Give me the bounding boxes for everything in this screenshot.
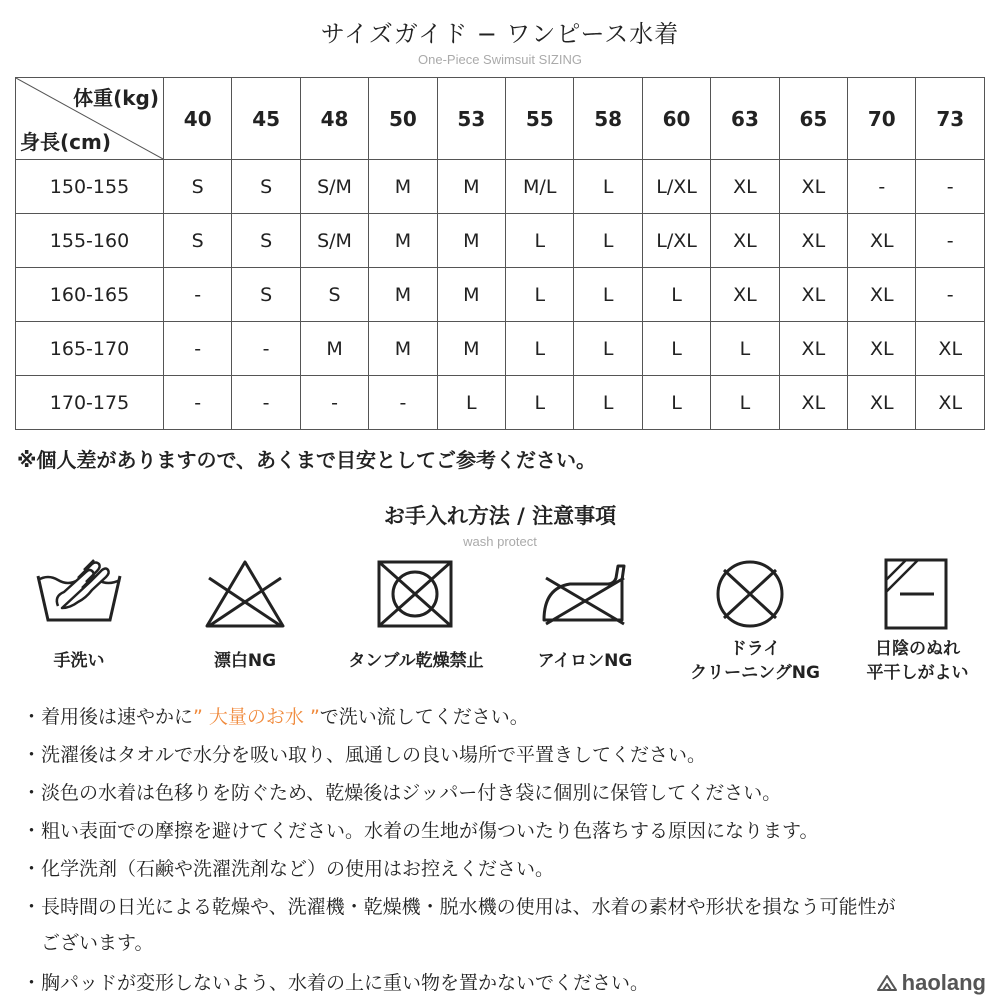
mountain-logo-icon	[876, 974, 898, 992]
instruction-item: ・長時間の日光による乾燥や、洗濯機・乾燥機・脱水機の使用は、水着の素材や形状を損なう可能性が	[22, 896, 896, 918]
no-dry-clean-label-line2: クリーニングNG	[690, 662, 820, 683]
size-cell: L	[711, 376, 779, 430]
instruction-item: ・粗い表面での摩擦を避けてください。水着の生地が傷ついたり色落ちする原因になります。	[22, 820, 819, 842]
height-cell: 150-155	[16, 160, 164, 214]
size-cell: -	[164, 322, 232, 376]
size-cell: XL	[916, 322, 985, 376]
size-cell: M	[369, 322, 437, 376]
weight-header: 70	[848, 78, 916, 160]
size-cell: M	[369, 268, 437, 322]
size-cell: S	[232, 214, 300, 268]
weight-header: 73	[916, 78, 985, 160]
weight-header: 65	[779, 78, 847, 160]
size-note: ※個人差がありますので、あくまで目安としてご参考ください。	[17, 448, 597, 472]
no-bleach-icon	[203, 558, 287, 630]
weight-header: 55	[506, 78, 574, 160]
size-cell: S	[164, 160, 232, 214]
size-cell: L/XL	[642, 160, 710, 214]
size-cell: L	[574, 376, 642, 430]
size-cell: L	[574, 268, 642, 322]
instruction-item	[22, 702, 529, 729]
size-cell: XL	[711, 268, 779, 322]
shade-flat-dry-label-line2: 平干しがよい	[866, 662, 969, 683]
no-tumble-dry-icon	[375, 556, 455, 632]
instruction-item: ・胸パッドが変形しないよう、水着の上に重い物を置かないでください。	[22, 972, 650, 994]
no-iron-icon	[536, 558, 632, 630]
height-cell: 155-160	[16, 214, 164, 268]
size-cell: XL	[848, 376, 916, 430]
page-title: サイズガイド − ワンピース水着	[320, 20, 680, 48]
table-header-row	[16, 78, 985, 160]
no-iron-label: アイロンNG	[537, 651, 633, 671]
size-cell: L	[437, 376, 505, 430]
height-cell: 160-165	[16, 268, 164, 322]
weight-header: 50	[369, 78, 437, 160]
no-tumble-dry-label: タンブル乾燥禁止	[348, 651, 484, 671]
size-cell: -	[164, 376, 232, 430]
size-cell: XL	[779, 268, 847, 322]
no-dry-clean-icon	[712, 556, 788, 632]
size-cell: -	[848, 160, 916, 214]
size-cell: L	[642, 268, 710, 322]
hand-wash-icon	[34, 558, 124, 630]
size-cell: M	[437, 268, 505, 322]
height-axis-label: 身長(cm)	[20, 130, 111, 154]
size-cell: M	[437, 322, 505, 376]
size-cell: L	[506, 376, 574, 430]
weight-header: 60	[642, 78, 710, 160]
instruction-item: ・化学洗剤（石鹸や洗濯洗剤など）の使用はお控えください。	[22, 858, 555, 880]
table-row	[16, 214, 985, 268]
size-cell: XL	[711, 160, 779, 214]
weight-header: 48	[300, 78, 368, 160]
size-cell: XL	[848, 268, 916, 322]
size-cell: S/M	[300, 214, 368, 268]
no-bleach-label: 漂白NG	[213, 651, 277, 671]
size-cell: M	[300, 322, 368, 376]
care-title: お手入れ方法 / 注意事項	[383, 504, 617, 528]
size-cell: L	[574, 322, 642, 376]
table-row	[16, 376, 985, 430]
size-cell: XL	[779, 214, 847, 268]
size-cell: -	[232, 376, 300, 430]
size-cell: S	[164, 214, 232, 268]
shade-flat-dry-label-line1: 日陰のぬれ	[875, 639, 960, 659]
instruction-text: ・着用後は速やかに	[22, 706, 194, 728]
shade-flat-dry-icon	[882, 556, 950, 632]
care-subtitle: wash protect	[463, 534, 537, 549]
weight-header: 63	[711, 78, 779, 160]
size-cell: L	[506, 322, 574, 376]
table-row	[16, 268, 985, 322]
size-cell: M	[437, 160, 505, 214]
size-table	[15, 77, 985, 430]
size-cell: -	[916, 214, 985, 268]
table-row	[16, 160, 985, 214]
table-corner-cell	[16, 78, 164, 160]
no-dry-clean-label-line1: ドライ	[729, 639, 781, 659]
size-cell: M/L	[506, 160, 574, 214]
size-cell: -	[164, 268, 232, 322]
size-cell: XL	[779, 322, 847, 376]
instruction-item: ・淡色の水着は色移りを防ぐため、乾燥後はジッパー付き袋に個別に保管してください。	[22, 782, 782, 804]
size-cell: -	[369, 376, 437, 430]
weight-header: 40	[164, 78, 232, 160]
hand-wash-label: 手洗い	[53, 651, 105, 671]
size-cell: L	[711, 322, 779, 376]
size-cell: L	[506, 214, 574, 268]
page-subtitle: One-Piece Swimsuit SIZING	[418, 52, 582, 67]
instruction-item: ございます。	[22, 932, 154, 954]
size-cell: -	[916, 160, 985, 214]
instruction-highlight: ” 大量のお水 ”	[193, 706, 320, 728]
size-cell: XL	[848, 322, 916, 376]
size-cell: S	[300, 268, 368, 322]
size-cell: XL	[779, 160, 847, 214]
size-cell: L/XL	[642, 214, 710, 268]
weight-header: 45	[232, 78, 300, 160]
size-cell: -	[916, 268, 985, 322]
size-cell: XL	[848, 214, 916, 268]
table-row	[16, 322, 985, 376]
size-cell: -	[232, 322, 300, 376]
size-cell: M	[369, 160, 437, 214]
size-cell: S	[232, 268, 300, 322]
size-cell: S	[232, 160, 300, 214]
size-cell: L	[574, 214, 642, 268]
size-cell: M	[369, 214, 437, 268]
height-cell: 170-175	[16, 376, 164, 430]
no-dry-clean-label	[680, 638, 830, 686]
weight-header: 58	[574, 78, 642, 160]
height-cell: 165-170	[16, 322, 164, 376]
instruction-item: ・洗濯後はタオルで水分を吸い取り、風通しの良い場所で平置きしてください。	[22, 744, 707, 766]
size-cell: L	[506, 268, 574, 322]
size-cell: L	[642, 376, 710, 430]
size-cell: L	[574, 160, 642, 214]
size-cell: S/M	[300, 160, 368, 214]
size-cell: XL	[916, 376, 985, 430]
weight-header: 53	[437, 78, 505, 160]
brand-logo	[876, 970, 986, 996]
size-cell: XL	[711, 214, 779, 268]
size-cell: -	[300, 376, 368, 430]
size-cell: XL	[779, 376, 847, 430]
weight-axis-label: 体重(kg)	[73, 86, 159, 110]
size-cell: L	[642, 322, 710, 376]
shade-flat-dry-label	[850, 638, 985, 686]
brand-name: haolang	[901, 970, 986, 995]
size-cell: M	[437, 214, 505, 268]
instruction-text: で洗い流してください。	[319, 706, 529, 728]
